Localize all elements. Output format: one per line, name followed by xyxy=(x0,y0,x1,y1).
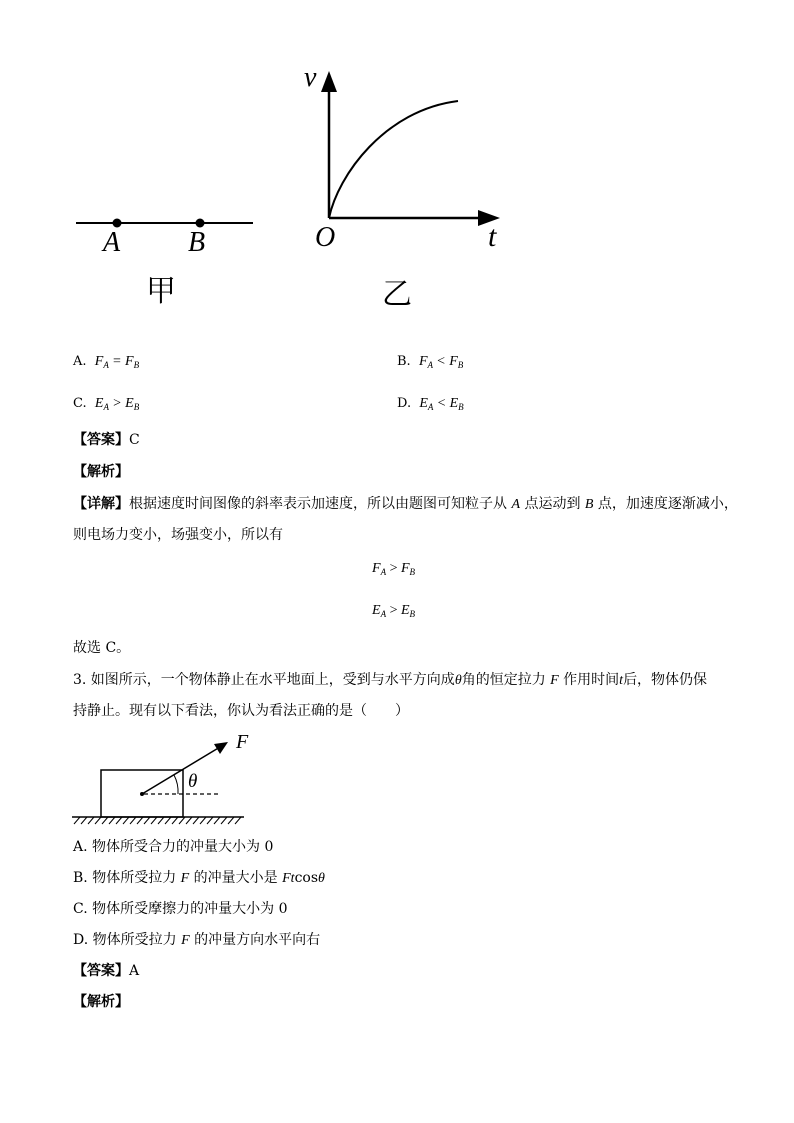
math-var: F xyxy=(400,561,410,576)
option-c-q2 xyxy=(73,396,139,412)
question-3-line2: 持静止。现有以下看法，你认为看法正确的是（ ） xyxy=(73,703,409,719)
detail-label: 【详解】 xyxy=(73,496,129,512)
option-expr: cos xyxy=(294,870,319,886)
caption-yi: 乙 xyxy=(382,277,412,312)
math-var: F xyxy=(125,354,134,369)
detail-q2-line1 xyxy=(73,494,738,515)
math-op: < xyxy=(437,396,446,411)
option-c-q3 xyxy=(73,899,287,919)
option-expr: Ft xyxy=(282,871,295,886)
v-axis-label: v xyxy=(304,62,317,93)
math-sub: B xyxy=(133,402,140,412)
answer-label: 【答案】 xyxy=(73,963,129,979)
math-var: F xyxy=(418,354,428,369)
equation-field xyxy=(372,603,415,619)
math-sub: B xyxy=(458,402,464,412)
math-var: E xyxy=(400,603,410,618)
math-var: E xyxy=(419,396,428,411)
math-sub: B xyxy=(409,567,416,577)
option-letter: A. xyxy=(73,839,88,855)
math-var: E xyxy=(449,396,459,411)
detail-text: 点运动到 xyxy=(520,496,585,512)
detail-var-a: A xyxy=(511,497,521,512)
option-b-q3 xyxy=(73,868,325,889)
t-axis-label: t xyxy=(488,220,497,253)
option-letter: A. xyxy=(73,354,87,369)
option-b-q2 xyxy=(397,354,463,370)
option-letter: B. xyxy=(73,870,88,886)
math-op: < xyxy=(437,354,446,369)
figure-force-label: F xyxy=(236,731,249,753)
question-text: 作用时间 xyxy=(558,672,620,688)
origin-label: O xyxy=(315,222,336,253)
question-text: 后，物体仍保 xyxy=(623,672,708,688)
option-d-q2 xyxy=(397,396,464,412)
ground-hatch xyxy=(74,817,241,824)
option-text: 物体所受合力的冲量大小为 0 xyxy=(92,839,274,855)
option-text: 物体所受拉力 xyxy=(92,870,181,886)
analysis-label: 【解析】 xyxy=(73,464,129,480)
v-axis-arrow xyxy=(321,71,337,92)
math-var: F xyxy=(449,354,458,369)
option-var: F xyxy=(180,871,190,886)
math-op: > xyxy=(113,396,121,411)
option-text: 物体所受拉力 xyxy=(92,932,182,948)
math-var: E xyxy=(372,603,381,618)
analysis-q3 xyxy=(73,992,129,1012)
math-sub: A xyxy=(380,567,387,577)
option-letter: B. xyxy=(397,354,411,369)
angle-arc xyxy=(174,775,178,794)
analysis-label: 【解析】 xyxy=(73,994,129,1010)
caption-jia: 甲 xyxy=(146,274,176,309)
math-sub: A xyxy=(427,402,434,412)
math-sub: A xyxy=(380,609,387,619)
analysis-q2 xyxy=(73,462,129,482)
answer-q2 xyxy=(73,430,140,450)
math-sub: A xyxy=(103,402,109,412)
math-var: E xyxy=(125,396,134,411)
equation-force xyxy=(372,561,415,577)
math-sub: A xyxy=(103,360,109,370)
math-sub: B xyxy=(457,360,464,370)
math-var: F xyxy=(372,561,381,576)
math-var: F xyxy=(94,354,104,369)
option-letter: C. xyxy=(73,901,88,917)
point-a-label: A xyxy=(103,227,121,258)
question-force: F xyxy=(550,673,559,688)
velocity-curve xyxy=(329,101,458,218)
option-a-q2 xyxy=(73,354,139,370)
question-text: 角的恒定拉力 xyxy=(461,672,551,688)
detail-text: 根据速度时间图像的斜率表示加速度，所以由题图可知粒子从 xyxy=(129,496,512,512)
question-theta: θ xyxy=(454,673,462,688)
option-text: 物体所受摩擦力的冲量大小为 0 xyxy=(92,901,288,917)
detail-text: 点，加速度逐渐减小， xyxy=(593,496,738,512)
option-letter: C. xyxy=(73,396,87,411)
math-sub: B xyxy=(133,360,140,370)
option-letter: D. xyxy=(397,396,412,411)
answer-value: A xyxy=(129,963,140,979)
question-number: 3. xyxy=(73,672,87,688)
force-arrowhead xyxy=(214,742,228,754)
option-text: 的冲量方向水平向右 xyxy=(189,932,321,948)
answer-q3 xyxy=(73,961,139,981)
detail-q2-line2: 则电场力变小，场强变小，所以有 xyxy=(73,527,283,543)
figure-theta-label: θ xyxy=(188,771,198,792)
figure-yi-vt-graph xyxy=(310,65,510,230)
detail-var-b: B xyxy=(584,497,594,512)
option-d-q3 xyxy=(73,930,320,951)
math-op: = xyxy=(113,354,121,369)
question-time: t xyxy=(619,673,624,688)
answer-label: 【答案】 xyxy=(73,432,129,448)
option-text: 的冲量大小是 xyxy=(189,870,283,886)
math-sub: A xyxy=(427,360,434,370)
option-var: F xyxy=(181,933,190,948)
math-op: > xyxy=(389,603,398,618)
math-op: > xyxy=(389,561,398,576)
answer-value: C xyxy=(129,432,140,448)
conclusion-q2: 故选 C。 xyxy=(73,640,131,656)
option-a-q3 xyxy=(73,837,273,857)
question-3-line1 xyxy=(73,670,707,691)
math-sub: B xyxy=(409,609,416,619)
point-b-label: B xyxy=(188,227,206,258)
option-expr: θ xyxy=(318,871,325,886)
figure-jia xyxy=(70,205,260,265)
math-var: E xyxy=(94,396,104,411)
question-text: 如图所示，一个物体静止在水平地面上，受到与水平方向成 xyxy=(86,672,455,688)
option-letter: D. xyxy=(73,932,89,948)
